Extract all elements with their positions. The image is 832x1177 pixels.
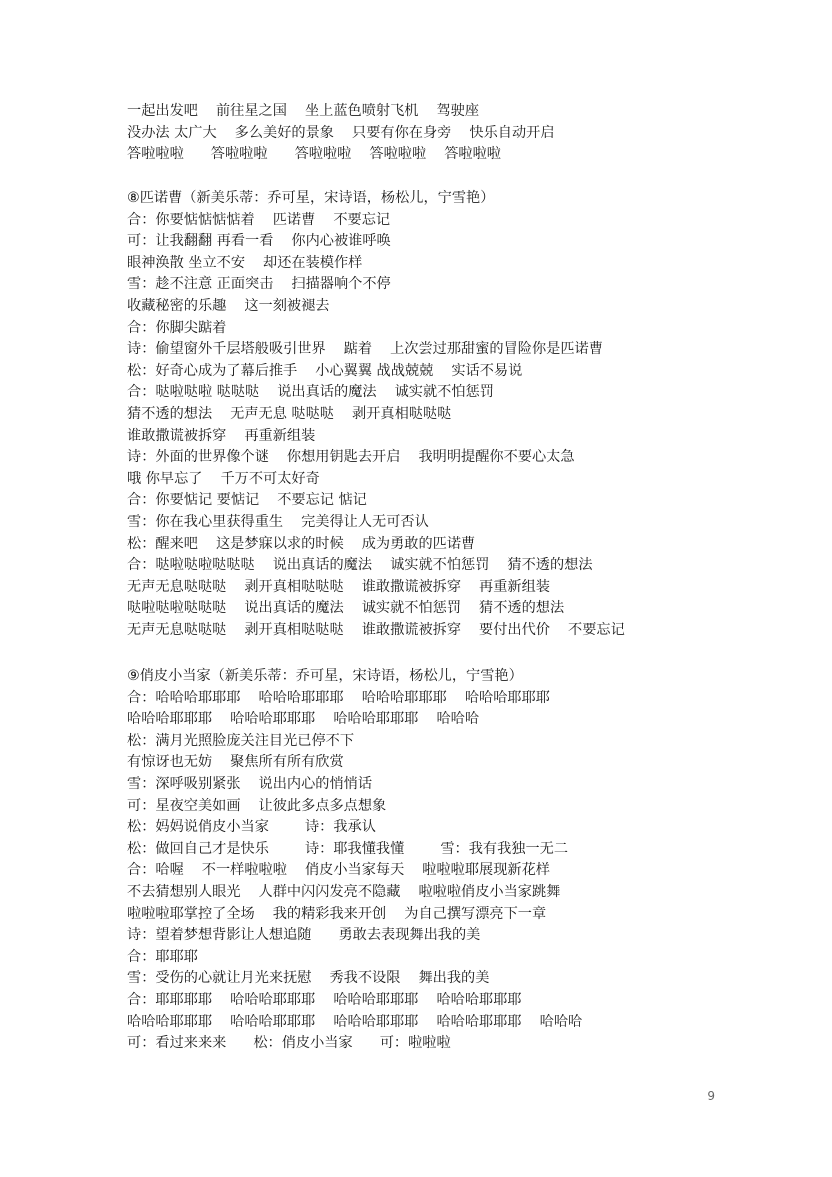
lyric-line: 合：耶耶耶	[127, 948, 198, 965]
lyric-line: 松：好奇心成为了幕后推手 小心翼翼 战战兢兢 实话不易说	[127, 362, 523, 379]
lyric-line: 无声无息哒哒哒 剥开真相哒哒哒 谁敢撒谎被拆穿 要付出代价 不要忘记	[127, 621, 625, 638]
lyric-line: 哈哈哈耶耶耶 哈哈哈耶耶耶 哈哈哈耶耶耶 哈哈哈	[127, 711, 480, 728]
lyric-line: 合：哈喔 不一样啦啦啦 俏皮小当家每天 啦啦啦耶展现新花样	[127, 862, 550, 879]
section-8-pinocchio	[127, 188, 787, 641]
section-8-lyrics	[127, 210, 787, 642]
lyric-line: 合：耶耶耶耶 哈哈哈耶耶耶 哈哈哈耶耶耶 哈哈哈耶耶耶	[127, 991, 522, 1008]
lyric-line: 雪：你在我心里获得重生 完美得让人无可否认	[127, 513, 429, 530]
section-9-title: ⑨俏皮小当家（新美乐蒂：乔可星，宋诗语，杨松儿，宁雪艳）	[127, 668, 523, 684]
lyric-line: 合：哈哈哈耶耶耶 哈哈哈耶耶耶 哈哈哈耶耶耶 哈哈哈耶耶耶	[127, 689, 550, 706]
lyric-line: 合：哒啦哒啦 哒哒哒 说出真话的魔法 诚实就不怕惩罚	[127, 384, 494, 401]
lyric-line: 啦啦啦耶掌控了全场 我的精彩我来开创 为自己撰写漂亮下一章	[127, 905, 547, 922]
section-8-title: ⑧匹诺曹（新美乐蒂：乔可星，宋诗语，杨松儿，宁雪艳）	[127, 190, 495, 206]
lyric-line: 诗：外面的世界像个谜 你想用钥匙去开启 我明明提醒你不要心太急	[127, 449, 575, 466]
lyric-line: 松：满月光照脸庞关注目光已停不下	[127, 732, 355, 749]
lyric-line: 无声无息哒哒哒 剥开真相哒哒哒 谁敢撒谎被拆穿 再重新组装	[127, 578, 550, 595]
lyric-line: 不去猜想别人眼光 人群中闪闪发亮不隐藏 啦啦啦俏皮小当家跳舞	[127, 883, 561, 900]
lyric-line: 松：醒来吧 这是梦寐以求的时候 成为勇敢的匹诺曹	[127, 535, 476, 552]
lyric-line: 可：让我翻翻 再看一看 你内心被谁呼唤	[127, 233, 391, 250]
lyric-line: 雪：受伤的心就让月光来抚慰 秀我不设限 舞出我的美	[127, 970, 490, 987]
lyric-line: 有惊讶也无妨 聚焦所有所有欣赏	[127, 754, 344, 771]
intro-lyrics	[127, 101, 787, 166]
lyric-line: 眼神涣散 坐立不安 却还在装模作样	[127, 254, 363, 271]
section-9-lyrics	[127, 688, 787, 1055]
lyric-line: 哦 你早忘了 千万不可太好奇	[127, 470, 320, 487]
lyric-line: 没办法 太广大 多么美好的景象 只要有你在身旁 快乐自动开启	[127, 124, 555, 141]
lyric-line: 松：做回自己才是快乐 诗：耶我懂我懂 雪：我有我独一无二	[127, 840, 569, 857]
lyric-line: 哒啦哒啦哒哒哒 说出真话的魔法 诚实就不怕惩罚 猜不透的想法	[127, 600, 565, 617]
lyric-line: 谁敢撒谎被拆穿 再重新组装	[127, 427, 316, 444]
page-number: 9	[707, 1089, 715, 1103]
lyric-line: 雪：深呼吸别紧张 说出内心的悄悄话	[127, 775, 373, 792]
lyric-line: 一起出发吧 前往星之国 坐上蓝色喷射飞机 驾驶座	[127, 103, 480, 119]
lyric-line: 收藏秘密的乐趣 这一刻被褪去	[127, 297, 330, 314]
lyric-line: 诗：偷望窗外千层塔般吸引世界 踮着 上次尝过那甜蜜的冒险你是匹诺曹	[127, 341, 603, 358]
lyric-line: 雪：趁不注意 正面突击 扫描器响个不停	[127, 276, 391, 293]
lyric-line: 合：哒啦哒啦哒哒哒 说出真话的魔法 诚实就不怕惩罚 猜不透的想法	[127, 557, 593, 574]
lyric-line: 合：你要惦惦惦惦着 匹诺曹 不要忘记	[127, 211, 391, 228]
lyric-line: 松：妈妈说俏皮小当家 诗：我承认	[127, 819, 376, 836]
lyric-line: 答啦啦啦 答啦啦啦 答啦啦啦 答啦啦啦 答啦啦啦	[127, 146, 501, 163]
section-9-little-chef	[127, 666, 787, 1055]
lyric-line: 可：星夜空美如画 让彼此多点多点想象	[127, 797, 387, 814]
lyric-line: 哈哈哈耶耶耶 哈哈哈耶耶耶 哈哈哈耶耶耶 哈哈哈耶耶耶 哈哈哈	[127, 1013, 583, 1030]
lyric-line: 合：你要惦记 要惦记 不要忘记 惦记	[127, 492, 367, 509]
lyric-line: 诗：望着梦想背影让人想追随 勇敢去表现舞出我的美	[127, 927, 481, 944]
lyric-line: 合：你脚尖踮着	[127, 319, 227, 336]
lyric-line: 猜不透的想法 无声无息 哒哒哒 剥开真相哒哒哒	[127, 405, 452, 422]
lyric-line: 可：看过来来来 松：俏皮小当家 可：啦啦啦	[127, 1035, 451, 1052]
